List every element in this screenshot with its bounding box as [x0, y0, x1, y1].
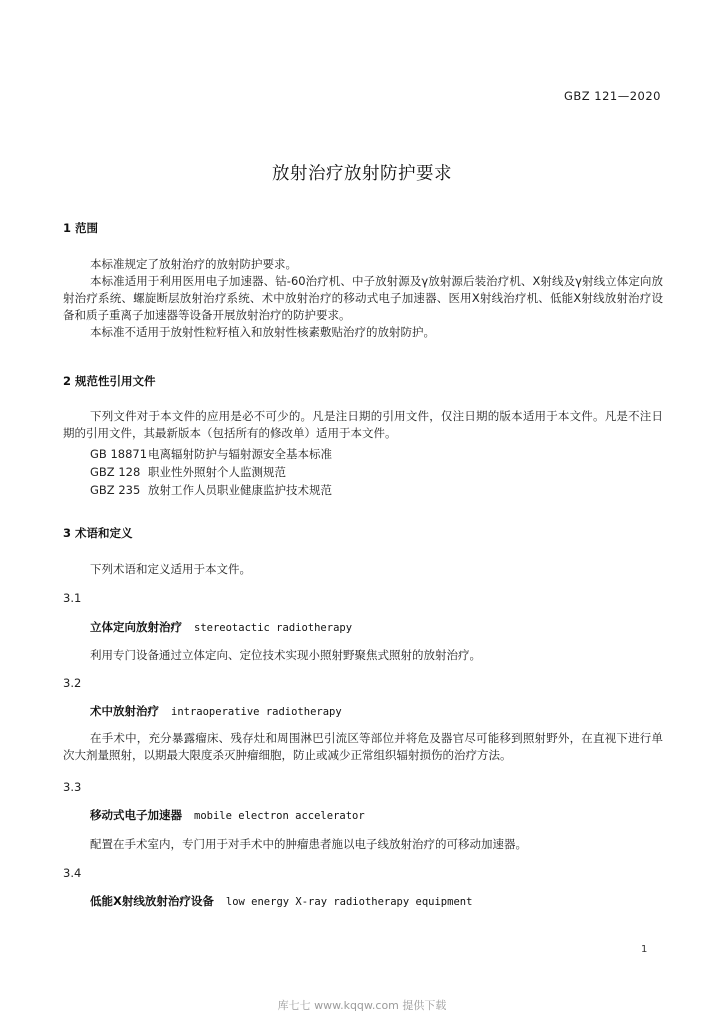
- term-entry: [90, 703, 342, 719]
- reference-item: [90, 446, 332, 463]
- term-number: 3.4: [63, 866, 82, 880]
- term-definition: 在手术中，充分暴露瘤床、残存灶和周围淋巴引流区等部位并将危及器官尽可能移到照射野外，在直视下进行单次大剂量照射，以期最大限度杀灭肿瘤细胞，防止或减少正常组织辐射损伤的治疗方法。: [63, 731, 663, 762]
- term-en: intraoperative radiotherapy: [171, 706, 342, 718]
- reference-title: 电离辐射防护与辐射源安全基本标准: [148, 447, 332, 461]
- section-2-intro: 下列文件对于本文件的应用是必不可少的。凡是注日期的引用文件，仅注日期的版本适用于本文件。凡是不注日期的引用文件，其最新版本（包括所有的修改单）适用于本文件。: [63, 409, 663, 440]
- term-entry: [90, 619, 352, 635]
- term-zh: 低能X射线放射治疗设备: [90, 894, 214, 908]
- section-2-heading: 2 规范性引用文件: [63, 374, 156, 388]
- section-1-paragraph-1: 本标准规定了放射治疗的放射防护要求。: [90, 257, 297, 271]
- reference-title: 放射工作人员职业健康监护技术规范: [148, 483, 332, 497]
- reference-item: [90, 482, 332, 499]
- section-1-heading: 1 范围: [63, 221, 99, 235]
- term-en: stereotactic radiotherapy: [194, 622, 353, 634]
- page-number: 1: [641, 944, 648, 955]
- term-entry: [90, 807, 365, 823]
- term-entry: [90, 893, 472, 909]
- term-en: low energy X-ray radiotherapy equipment: [225, 896, 473, 908]
- term-number: 3.2: [63, 676, 82, 690]
- term-definition: 配置在手术室内，专门用于对手术中的肿瘤患者施以电子线放射治疗的可移动加速器。: [90, 837, 527, 851]
- term-en: mobile electron accelerator: [194, 810, 365, 822]
- reference-code: GBZ 128: [90, 465, 141, 479]
- document-title: 放射治疗放射防护要求: [272, 164, 452, 184]
- reference-code: GB 18871: [90, 447, 148, 461]
- term-number: 3.1: [63, 591, 82, 605]
- reference-code: GBZ 235: [90, 483, 141, 497]
- section-1-paragraph-3: 本标准不适用于放射性粒籽植入和放射性核素敷贴治疗的放射防护。: [90, 325, 435, 339]
- term-number: 3.3: [63, 780, 82, 794]
- download-watermark: 库七七 www.kqqw.com 提供下载: [277, 999, 447, 1012]
- section-1-paragraph-2: 本标准适用于利用医用电子加速器、钴-60治疗机、中子放射源及γ放射源后装治疗机、X射线及γ射线立体定向放射治疗系统、螺旋断层放射治疗系统、术中放射治疗的移动式电子加速器、医用X射线治疗机、低能X射线放射治疗设备和质子重离子加速器等设备开展放射治疗的防护要求。: [63, 274, 663, 322]
- term-zh: 移动式电子加速器: [90, 808, 182, 822]
- term-zh: 术中放射治疗: [90, 704, 159, 718]
- section-3-intro: 下列术语和定义适用于本文件。: [90, 562, 251, 576]
- term-zh: 立体定向放射治疗: [90, 620, 182, 634]
- reference-title: 职业性外照射个人监测规范: [148, 465, 286, 479]
- term-definition: 利用专门设备通过立体定向、定位技术实现小照射野聚焦式照射的放射治疗。: [90, 648, 481, 662]
- standard-code: GBZ 121—2020: [563, 89, 661, 103]
- reference-item: [90, 464, 286, 481]
- section-3-heading: 3 术语和定义: [63, 526, 133, 540]
